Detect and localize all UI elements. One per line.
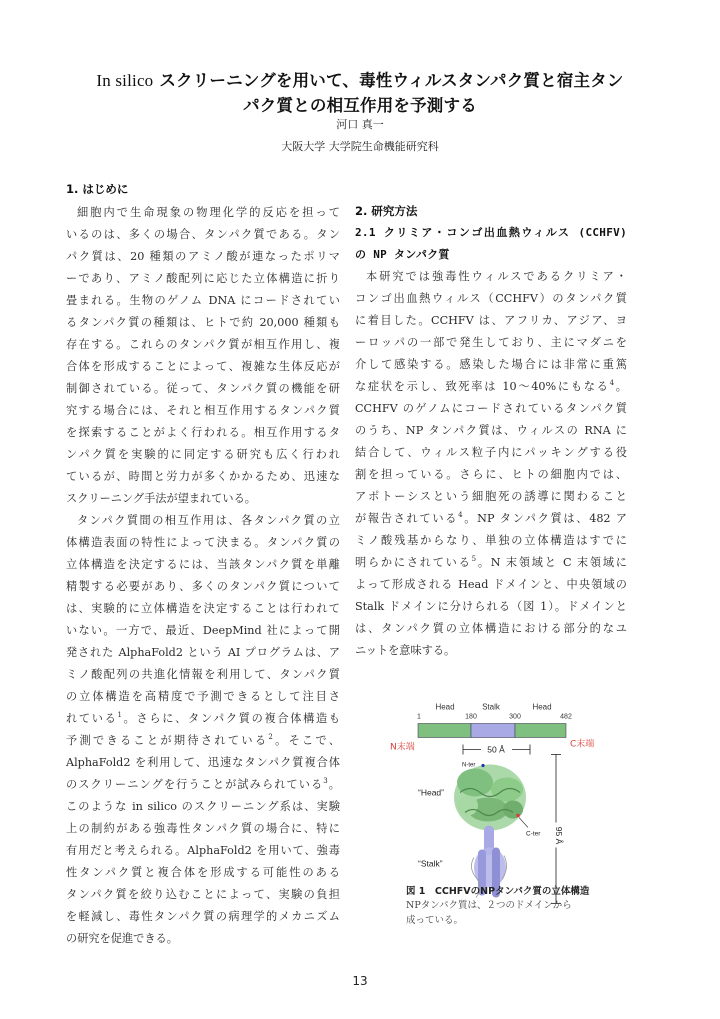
text: 。 xyxy=(327,778,340,791)
title-latin: In silico xyxy=(96,71,154,90)
body-line: ーであり、アミノ酸配列に応じた立体構造に折り xyxy=(66,272,340,285)
caption-line: 成っている。 xyxy=(406,915,464,926)
body-line xyxy=(66,774,340,796)
body-line: 割を担っている。さらに、ヒトの細胞内では、 xyxy=(355,468,627,481)
c-terminus-label: C末端 xyxy=(570,739,595,750)
body-line: ミノ酸配列の共進化情報を利用して、タンパク質 xyxy=(66,668,340,681)
subsection-2-1-heading-cont: の NP タンパク質 xyxy=(355,248,450,261)
body-line: るタンパク質の種類は、ヒトで約 20,000 種類も xyxy=(66,316,340,329)
text: 。N 末領域と C 末領域に xyxy=(476,556,627,569)
body-line: の研究を促進できる。 xyxy=(66,932,178,945)
head-domain-structure xyxy=(454,762,526,831)
body-line: を軽減し、毒性タンパク質の病理学的メカニズム xyxy=(66,910,340,923)
ref-2: 2 xyxy=(268,733,273,741)
body-line: の立体構造を高精度で予測できるとして注目さ xyxy=(66,690,340,703)
body-line: ーロッパの一部で発生しており、主にマダニを xyxy=(355,336,627,349)
domain-label-head-c: Head xyxy=(532,702,552,712)
body-line: に着目した。CCHFV は、アフリカ、アジア、ヨ xyxy=(355,314,627,327)
body-line xyxy=(355,508,627,530)
author: 河口 真一 xyxy=(336,118,384,131)
n-ter-marker xyxy=(481,764,484,767)
text: れている xyxy=(66,712,118,725)
body-line: 畳まれる。生物のゲノム DNA にコードされてい xyxy=(66,294,340,307)
c-ter-pointer xyxy=(519,818,528,828)
domain-label-stalk: Stalk xyxy=(482,702,500,712)
figure-caption-title: 図 1 CCHFVのNPタンパク質の立体構造 xyxy=(406,886,590,897)
body-line xyxy=(355,552,627,574)
body-line: AlphaFold2 を利用して、迅速なタンパク質複合体 xyxy=(66,756,340,769)
body-line: 介して感染する。感染した場合には非常に重篤 xyxy=(355,358,627,371)
text: 。 xyxy=(614,380,627,393)
residue-pos-1: 1 xyxy=(417,713,421,721)
text: が報告されている xyxy=(355,512,459,525)
paper-title-line-1 xyxy=(40,67,680,91)
body-line: 精製する必要があり、多くのタンパク質について xyxy=(66,580,340,593)
ref-4b: 4 xyxy=(458,511,463,519)
body-line xyxy=(355,376,627,398)
ref-5: 5 xyxy=(471,555,477,563)
body-line: ミノ酸残基からなり、単独の立体構造はすでに xyxy=(355,534,627,547)
body-line: のうち、NP タンパク質は、ウィルスの RNA に xyxy=(355,424,627,437)
n-terminus-label: N末端 xyxy=(390,742,415,753)
left-column xyxy=(66,178,340,950)
body-line: 細胞内で生命現象の物理化学的反応を担って xyxy=(77,206,340,219)
figure-caption-text xyxy=(406,898,616,928)
section-1-heading: 1. はじめに xyxy=(66,182,129,196)
c-ter-label: C-ter xyxy=(526,830,541,838)
body-line: 立体構造を決定するには、当該タンパク質を単離 xyxy=(66,558,340,571)
body-line: 性タンパク質と複合体を形成する可能性のある xyxy=(66,866,340,879)
n-ter-label: N-ter xyxy=(462,762,476,769)
body-line: スクリーニング手法が望まれている。 xyxy=(66,492,256,505)
body-line: 存在する。これらのタンパク質が相互作用し、複 xyxy=(66,338,340,351)
body-line: パク質は、20 種類のアミノ酸が連なったポリマ xyxy=(66,250,340,263)
domain-bar-head-c xyxy=(515,724,566,738)
body-line: 発された AlphaFold2 という AI プログラムは、ア xyxy=(66,646,340,659)
body-line xyxy=(66,730,340,752)
body-line: 有用だと考えられる。AlphaFold2 を用いて、強毒 xyxy=(66,844,340,857)
body-line: 体構造表面の特性によって決まる。タンパク質の xyxy=(66,536,340,549)
subsection-2-1-heading: 2.1 クリミア・コンゴ出血熱ウィルス (CCHFV) xyxy=(355,226,627,239)
body-line: 究する場合には、それと相互作用するタンパク質 xyxy=(66,404,340,417)
affiliation: 大阪大学 大学院生命機能研究科 xyxy=(281,140,439,153)
body-line: タンパク質を絞り込むことによって、実験の負担 xyxy=(66,888,340,901)
body-line: アポトーシスという細胞死の誘導に関わること xyxy=(355,490,627,503)
ref-3: 3 xyxy=(323,777,328,785)
body-line: 本研究では強毒性ウィルスであるクリミア・ xyxy=(366,270,627,283)
ref-1: 1 xyxy=(117,711,122,719)
title-rest: スクリーニングを用いて、毒性ウィルスタンパク質と宿主タン xyxy=(153,71,624,90)
text: 。NP タンパク質は、482 ア xyxy=(462,512,627,525)
body-line: CCHFV のゲノムにコードされているタンパク質 xyxy=(355,402,627,415)
text: な症状を示し、致死率は 10〜40%にもなる xyxy=(355,380,610,393)
width-dimension-label: 50 Å xyxy=(487,744,505,755)
text: のスクリーニングを行うことが試みられている xyxy=(66,778,324,791)
text: 。さらに、タンパク質の複合体構造も xyxy=(121,712,340,725)
domain-bar-head-n xyxy=(418,724,471,738)
body-line: 上の制約がある強毒性タンパク質の場合に、特に xyxy=(66,822,340,835)
body-line: コンゴ出血熱ウィルス（CCHFV）のタンパク質 xyxy=(355,292,627,305)
body-line: ニットを意味する。 xyxy=(355,644,456,657)
text: 予測できることが期待されている xyxy=(66,734,269,747)
right-column xyxy=(355,200,627,662)
body-line: 制御されている。従って、タンパク質の機能を研 xyxy=(66,382,340,395)
body-line: よって形成される Head ドメインと、中央領域の xyxy=(355,578,627,591)
head-label: “Head” xyxy=(418,787,444,798)
domain-label-head-n: Head xyxy=(435,702,455,712)
page-number: 13 xyxy=(352,974,368,988)
stalk-label: “Stalk” xyxy=(418,858,443,869)
body-line: ンパク質を実験的に同定する研究も広く行われ xyxy=(66,448,340,461)
body-line: は、実験的に立体構造を決定することは行われて xyxy=(66,602,340,615)
section-2-heading: 2. 研究方法 xyxy=(355,204,418,218)
body-line: いるのは、多くの場合、タンパク質である。タン xyxy=(66,228,340,241)
body-line xyxy=(66,708,340,730)
residue-pos-482: 482 xyxy=(560,713,572,721)
residue-pos-180: 180 xyxy=(465,713,477,721)
body-line: 合体を形成することによって、複雑な生体反応が xyxy=(66,360,340,373)
body-line: は、タンパク質の立体構造における部分的なユ xyxy=(355,622,627,635)
ref-4: 4 xyxy=(609,379,615,387)
caption-line: NPタンパク質は、２つのドメインから xyxy=(406,900,572,911)
body-line: タンパク質間の相互作用は、各タンパク質の立 xyxy=(77,514,340,527)
residue-pos-300: 300 xyxy=(509,713,521,721)
c-ter-marker xyxy=(516,814,520,818)
body-line: Stalk ドメインに分けられる（図 1）。ドメインと xyxy=(355,600,627,613)
text: 明らかにされている xyxy=(355,556,472,569)
body-line: ているが、時間と労力が多くかかるため、迅速な xyxy=(66,470,340,483)
domain-bar-stalk xyxy=(471,724,515,738)
height-dimension-label: 95 Å xyxy=(554,826,564,845)
paper-title-line-2: パク質との相互作用を予測する xyxy=(243,96,477,115)
body-line: いない。一方で、最近、DeepMind 社によって開 xyxy=(66,624,340,637)
text: 。そこで、 xyxy=(272,734,340,747)
body-line: を探索することがよく行われる。相互作用するタ xyxy=(66,426,340,439)
body-line: 結合して、ウィルス粒子内にパッキングする役 xyxy=(355,446,627,459)
body-line: このような in silico のスクリーニング系は、実験 xyxy=(66,800,340,813)
